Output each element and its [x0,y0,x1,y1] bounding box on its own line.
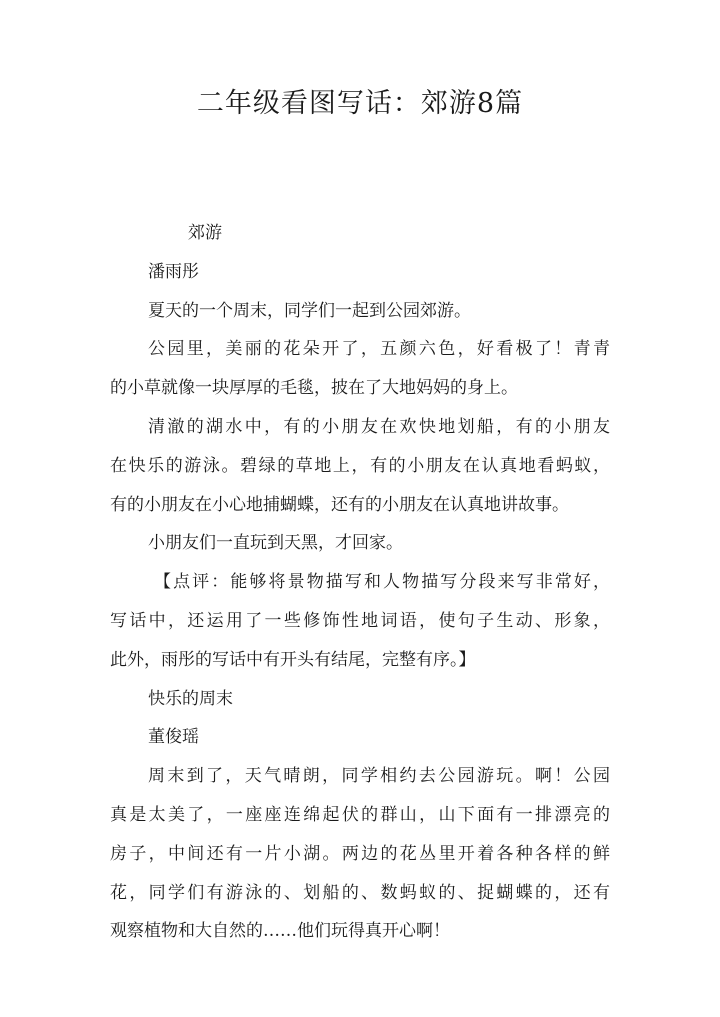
essay1-paragraph-1: 夏天的一个周末，同学们一起到公园郊游。 [148,300,471,321]
essay1-comment-line: 写话中，还运用了一些修饰性地词语，使句子生动、形象， [110,610,610,631]
document-body [110,214,610,951]
essay1-paragraph-3-line: 清澈的湖水中，有的小朋友在欢快地划船，有的小朋友 [148,416,610,437]
essay-author-2: 董俊瑶 [148,727,199,748]
essay1-paragraph-3-line: 有的小朋友在小心地捕蝴蝶，还有的小朋友在认真地讲故事。 [110,494,569,515]
essay-title-1: 郊游 [188,223,222,243]
essay1-paragraph-2-line: 公园里，美丽的花朵开了，五颜六色，好看极了！青青 [148,339,610,360]
essay1-paragraph-4: 小朋友们一直玩到天黑，才回家。 [148,533,403,554]
essay1-paragraph-3-line: 在快乐的游泳。碧绿的草地上，有的小朋友在认真地看蚂蚁， [110,455,610,476]
essay2-paragraph-1-line: 周末到了，天气晴朗，同学相约去公园游玩。啊！公园 [148,766,610,787]
essay2-paragraph-1-line: 观察植物和大自然的……他们玩得真开心啊！ [110,921,450,942]
essay1-comment-line: 此外，雨彤的写话中有开头有结尾，完整有序。】 [110,649,476,670]
essay2-paragraph-1-line: 花，同学们有游泳的、划船的、数蚂蚁的、捉蝴蝶的，还有 [110,882,610,903]
essay2-paragraph-1-line: 真是太美了，一座座连绵起伏的群山，山下面有一排漂亮的 [110,804,610,825]
essay-title-2: 快乐的周末 [148,688,233,709]
essay2-paragraph-1-line: 房子，中间还有一片小湖。两边的花丛里开着各种各样的鲜 [110,843,610,864]
essay-author-1: 潘雨彤 [148,261,199,282]
essay1-comment-line: 【点评：能够将景物描写和人物描写分段来写非常好， [154,572,610,593]
essay1-paragraph-2-line: 的小草就像一块厚厚的毛毯，披在了大地妈妈的身上。 [110,378,518,399]
document-title: 二年级看图写话：郊游8篇 [196,88,524,119]
